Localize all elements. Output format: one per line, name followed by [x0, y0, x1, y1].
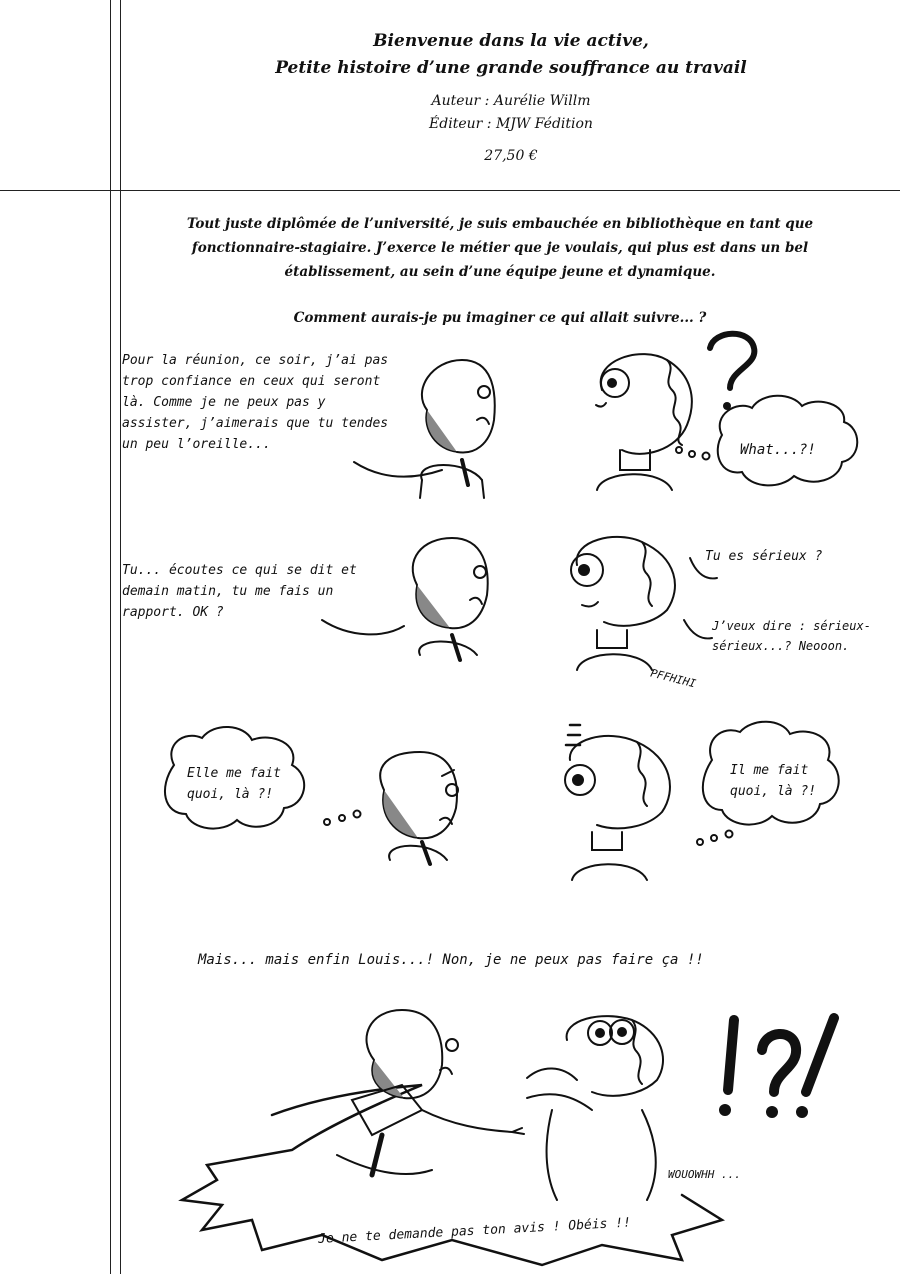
panel2-boss-speech: Tu... écoutes ce qui se dit et demain matin, tu me fais un rapport. OK ?: [122, 563, 357, 620]
margin-line-right: [120, 0, 121, 1274]
panel1-boss-figure: [420, 360, 495, 498]
panel4-girl-figure: [527, 1016, 663, 1200]
panel3-girl-thought-text: Il me fait quoi, là ?!: [730, 763, 817, 799]
panel2-boss-figure: [413, 538, 488, 660]
summary-question: Comment aurais-je pu imaginer ce qui allait suivre... ?: [293, 310, 707, 326]
panel3-girl-figure: [565, 725, 670, 880]
panel2-reply-tail-2: [684, 620, 712, 638]
panel1-boss-speech: Pour la réunion, ce soir, j’ai pas trop confiance en ceux qui seront là. Comme je ne peux pas y assister, j’aimerais que tu tendes un peu l’oreille...: [122, 353, 389, 452]
panel3-boss-thought-text: Elle me fait quoi, là ?!: [187, 766, 281, 802]
panel1-girl-figure: [596, 354, 692, 490]
panel2-girl-figure: [571, 537, 675, 670]
book-title-line1: Bienvenue dans la vie active,: [373, 31, 649, 51]
panel2-reply-2: J’veux dire : sérieux-sérieux...? Neooon.: [712, 619, 871, 653]
book-price: 27,50 €: [484, 148, 538, 164]
book-header: [122, 28, 900, 164]
margin-line-left: [110, 0, 111, 1274]
book-publisher: Éditeur : MJW Fédition: [429, 116, 593, 132]
panel2-reply-1: Tu es sérieux ?: [705, 549, 823, 564]
book-summary: Tout juste diplômée de l’université, je suis embauchée en bibliothèque en tant que fonctionnaire-stagiaire. J’exerce le métier que je voulais, qui plus est dans un bel établissement, au sein d’une équipe jeune et dynamique.: [186, 216, 814, 280]
panel3-boss-figure: [380, 752, 458, 864]
panel4-shout: Je ne te demande pas ton avis ! Obéis !!: [317, 1215, 632, 1247]
panel4-exclamation-marks: [719, 1018, 834, 1118]
panel1-question-mark: [710, 334, 754, 410]
book-author: Auteur : Aurélie Willm: [431, 93, 591, 109]
panel4-speech: Mais... mais enfin Louis...! Non, je ne peux pas faire ça !!: [198, 952, 704, 968]
panel1-thought-text: What...?!: [740, 442, 816, 458]
book-title-line2: Petite histoire d’une grande souffrance au travail: [275, 58, 747, 78]
header-divider: [0, 190, 900, 191]
panel2-sound: PFFHIHI: [649, 666, 698, 691]
panel1-speech-tail: [354, 462, 442, 477]
panel4-sound: WOUOWHH ...: [668, 1168, 741, 1181]
